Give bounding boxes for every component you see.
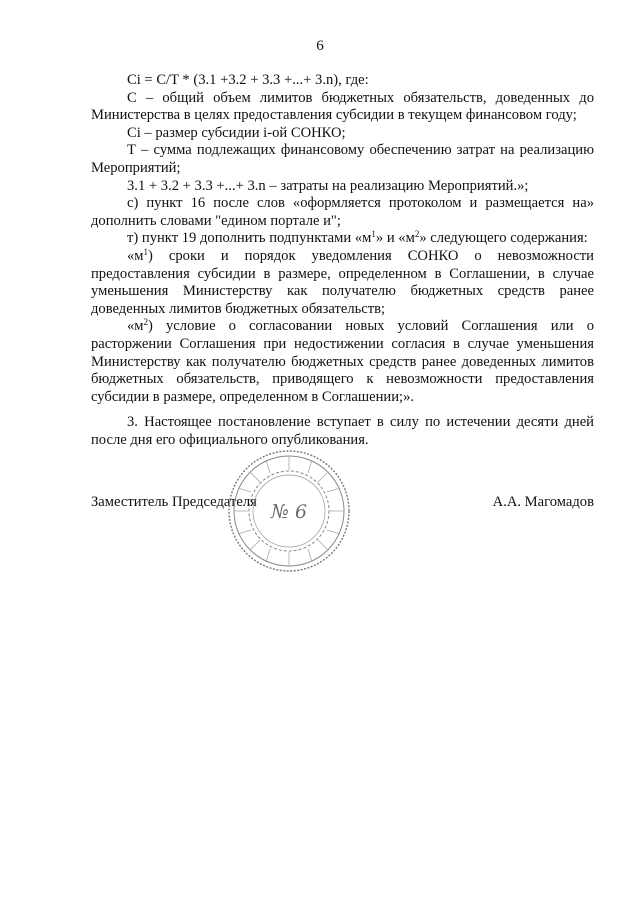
definition-t: Т – сумма подлежащих финансовому обеспечению затрат на реализацию Мероприятий;: [91, 142, 594, 176]
subpoint-m1: «$м^1$) сроки и порядок уведомления СОНКО о невозможности предоставления субсидии в размере, определенном в Соглашении, в случае уменьшения Министерству как получателю бюджетных средств ранее доведенных лимитов бюджетных обязательств;: [91, 246, 594, 317]
amendment-point-19: т) пункт 19 дополнить подпунктами «$м^1$» и «$м^2$» следующего содержания:: [127, 229, 588, 247]
definition-c: С – общий объем лимитов бюджетных обязательств, доведенных до Министерства в целях предоставления субсидии в текущем финансовом году;: [91, 89, 594, 124]
definition-ci: Ci – размер субсидии i-ой СОНКО;: [127, 124, 346, 141]
subpoint-m2: «$м^2$) условие о согласовании новых условий Соглашения или о расторжении Соглашения при недостижении согласия в случае уменьшения Министерству как получателю бюджетных средств ранее доведенных лимитов бюджетных обязательств, приводящего к невозможности предоставления субсидии в размере, определенном в Соглашении;».: [91, 317, 594, 405]
page-number: 6: [316, 38, 324, 54]
official-seal-stamp: [226, 448, 352, 574]
signatory-name: А.А. Магомадов: [492, 494, 594, 510]
signatory-title: Заместитель Председателя: [91, 494, 257, 510]
effective-date-paragraph: 3. Настоящее постановление вступает в силу по истечении десяти дней после дня его официального опубликования.: [91, 414, 594, 448]
document-body: [91, 72, 594, 449]
definition-costs: 3.1 + 3.2 + 3.3 +...+ 3.n – затраты на реализацию Мероприятий.»;: [127, 177, 529, 194]
seal-number: № 6: [270, 501, 308, 523]
amendment-point-16: с) пункт 16 после слов «оформляется протоколом и размещается на» дополнить словами "едином портале и";: [91, 195, 594, 229]
formula-paragraph: Ci = C/T * (3.1 +3.2 + 3.3 +...+ 3.n), где:: [127, 72, 369, 88]
